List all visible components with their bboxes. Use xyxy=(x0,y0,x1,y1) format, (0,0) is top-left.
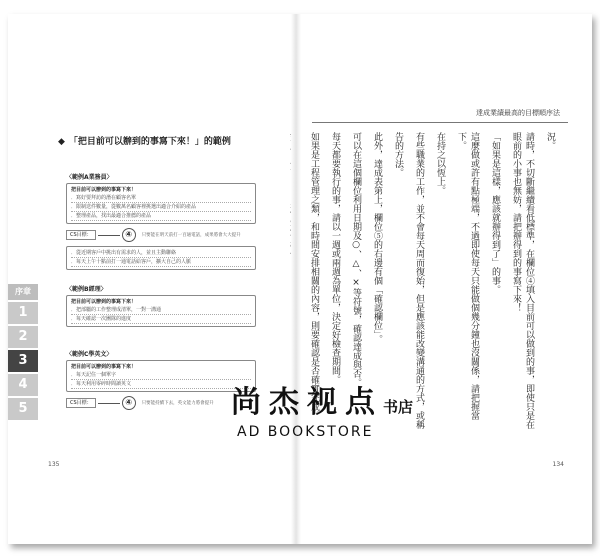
paragraph: 此外，達成表第上，欄位⑤的右邊有個「確認欄位」。 xyxy=(372,132,382,344)
example-line: ．每天記住一個單字 xyxy=(71,371,251,380)
example-title: 把目前可以辦到的事寫下來！ xyxy=(71,364,137,370)
chapter-tab-3: 3 xyxy=(8,350,38,372)
chapter-tab-intro: 序章 xyxy=(8,284,38,300)
paragraph: 可以在這個欄位利用日期及○、△、×等符號，確認達成與否。 xyxy=(351,132,361,387)
paragraph: 況。 xyxy=(545,132,555,150)
paragraph: 在持之以恆上。 xyxy=(435,132,445,195)
example-box xyxy=(66,360,256,392)
circle-number: ④ xyxy=(122,396,136,410)
watermark-chinese xyxy=(231,386,451,424)
paragraph: 告的方法。 xyxy=(393,132,403,177)
watermark-english: AD BOOKSTORE xyxy=(237,424,374,440)
running-head xyxy=(476,108,560,118)
header-rule xyxy=(312,122,568,123)
chapter-tabs xyxy=(8,284,38,422)
example-title: 把目前可以辦到的事寫下來！ xyxy=(71,187,137,193)
paragraph: 有些職業的工作，並不會每天周而復始，但是應該能改變溝通的方式，或稱 xyxy=(414,132,424,429)
arrow-icon xyxy=(98,403,120,404)
paragraph: 「如果是這樣，應該就辦得到了」的事。 xyxy=(490,132,500,294)
example-box xyxy=(66,295,256,327)
example-label: 〈範例B經理〉 xyxy=(66,286,107,293)
running-head-text: 達成業績最高的目標順序法 xyxy=(476,109,560,117)
example-line: ．從近期客戶中挑出有需求的人，並且主動聯絡 xyxy=(71,249,251,258)
book-gutter xyxy=(291,14,301,544)
example-line: ．把部屬的工作整理成清單，一對一溝通 xyxy=(71,306,251,315)
watermark-chinese-small: 书店 xyxy=(383,398,414,416)
example-line: ．每天確認一次團隊的進度 xyxy=(71,315,251,324)
example-a xyxy=(66,172,256,270)
paragraph: 這麼做或許有點極端，不過即使每天只能做個幾分鐘也沒關係，請把握當下。 xyxy=(456,132,479,420)
arrow-icon xyxy=(98,235,120,236)
example-line: ．整理產品，找出最適合推薦的產品 xyxy=(71,212,251,221)
chapter-tab-4: 4 xyxy=(8,374,38,396)
page-number-right: 134 xyxy=(552,461,564,468)
chapter-tab-2: 2 xyxy=(8,326,38,348)
chapter-tab-5: 5 xyxy=(8,398,38,420)
example-c xyxy=(66,349,256,414)
goal-note: 只要能在明天前打一百通電話，成果將會大大提升 xyxy=(141,233,241,238)
paragraph: 請時，不切斷繼續看低標準，在欄位④填入目前可以做到的事，即使只是在眼前的小事也無妨，請把辦得到的事寫下來！ xyxy=(511,132,534,429)
goal-label: CS目標： xyxy=(66,398,96,408)
example-line: ．寫好要拜訪的潛在顧客名單 xyxy=(71,194,251,203)
watermark-chinese-text: 尚杰视点 xyxy=(231,385,383,420)
chapter-tab-1: 1 xyxy=(8,302,38,324)
paragraph: 每天都要執行的事，請以一週或兩週為單位，決定好檢查期間。 xyxy=(330,132,340,384)
example-line: ．限制送件數量，從數萬名顧客裡挑選出適合介紹的產品 xyxy=(71,203,251,212)
example-box xyxy=(66,246,256,270)
bookstore-watermark xyxy=(231,386,451,448)
example-line: ．每天利用零碎時間讀英文 xyxy=(71,380,251,389)
page-number-left: 135 xyxy=(48,461,60,468)
goal-note: 只要能持續下去，英文能力將會提升 xyxy=(141,401,214,406)
example-label: 〈範例C學英文〉 xyxy=(66,351,113,358)
circle-number: ④ xyxy=(122,228,136,242)
diamond-icon: ◆ xyxy=(58,137,65,147)
left-page xyxy=(8,14,300,544)
paragraph: 如果是工程管理之類，和時間安排相關的內容，則要確認是否確實完成。 xyxy=(309,132,319,420)
goal-row xyxy=(66,396,256,410)
example-title: 把目前可以辦到的事寫下來！ xyxy=(71,299,137,305)
section-heading xyxy=(58,134,231,147)
example-box xyxy=(66,183,256,224)
example-b xyxy=(66,284,256,327)
example-line: ．每天上午十點前打一通電話給客戶，擴大自己的人脈 xyxy=(71,258,251,267)
right-page xyxy=(300,14,592,544)
heading-text: 「把目前可以辦到的事寫下來！」的範例 xyxy=(68,137,231,147)
goal-row xyxy=(66,228,256,242)
example-label: 〈範例A業務員〉 xyxy=(66,174,113,181)
goal-label: CS目標： xyxy=(66,230,96,240)
